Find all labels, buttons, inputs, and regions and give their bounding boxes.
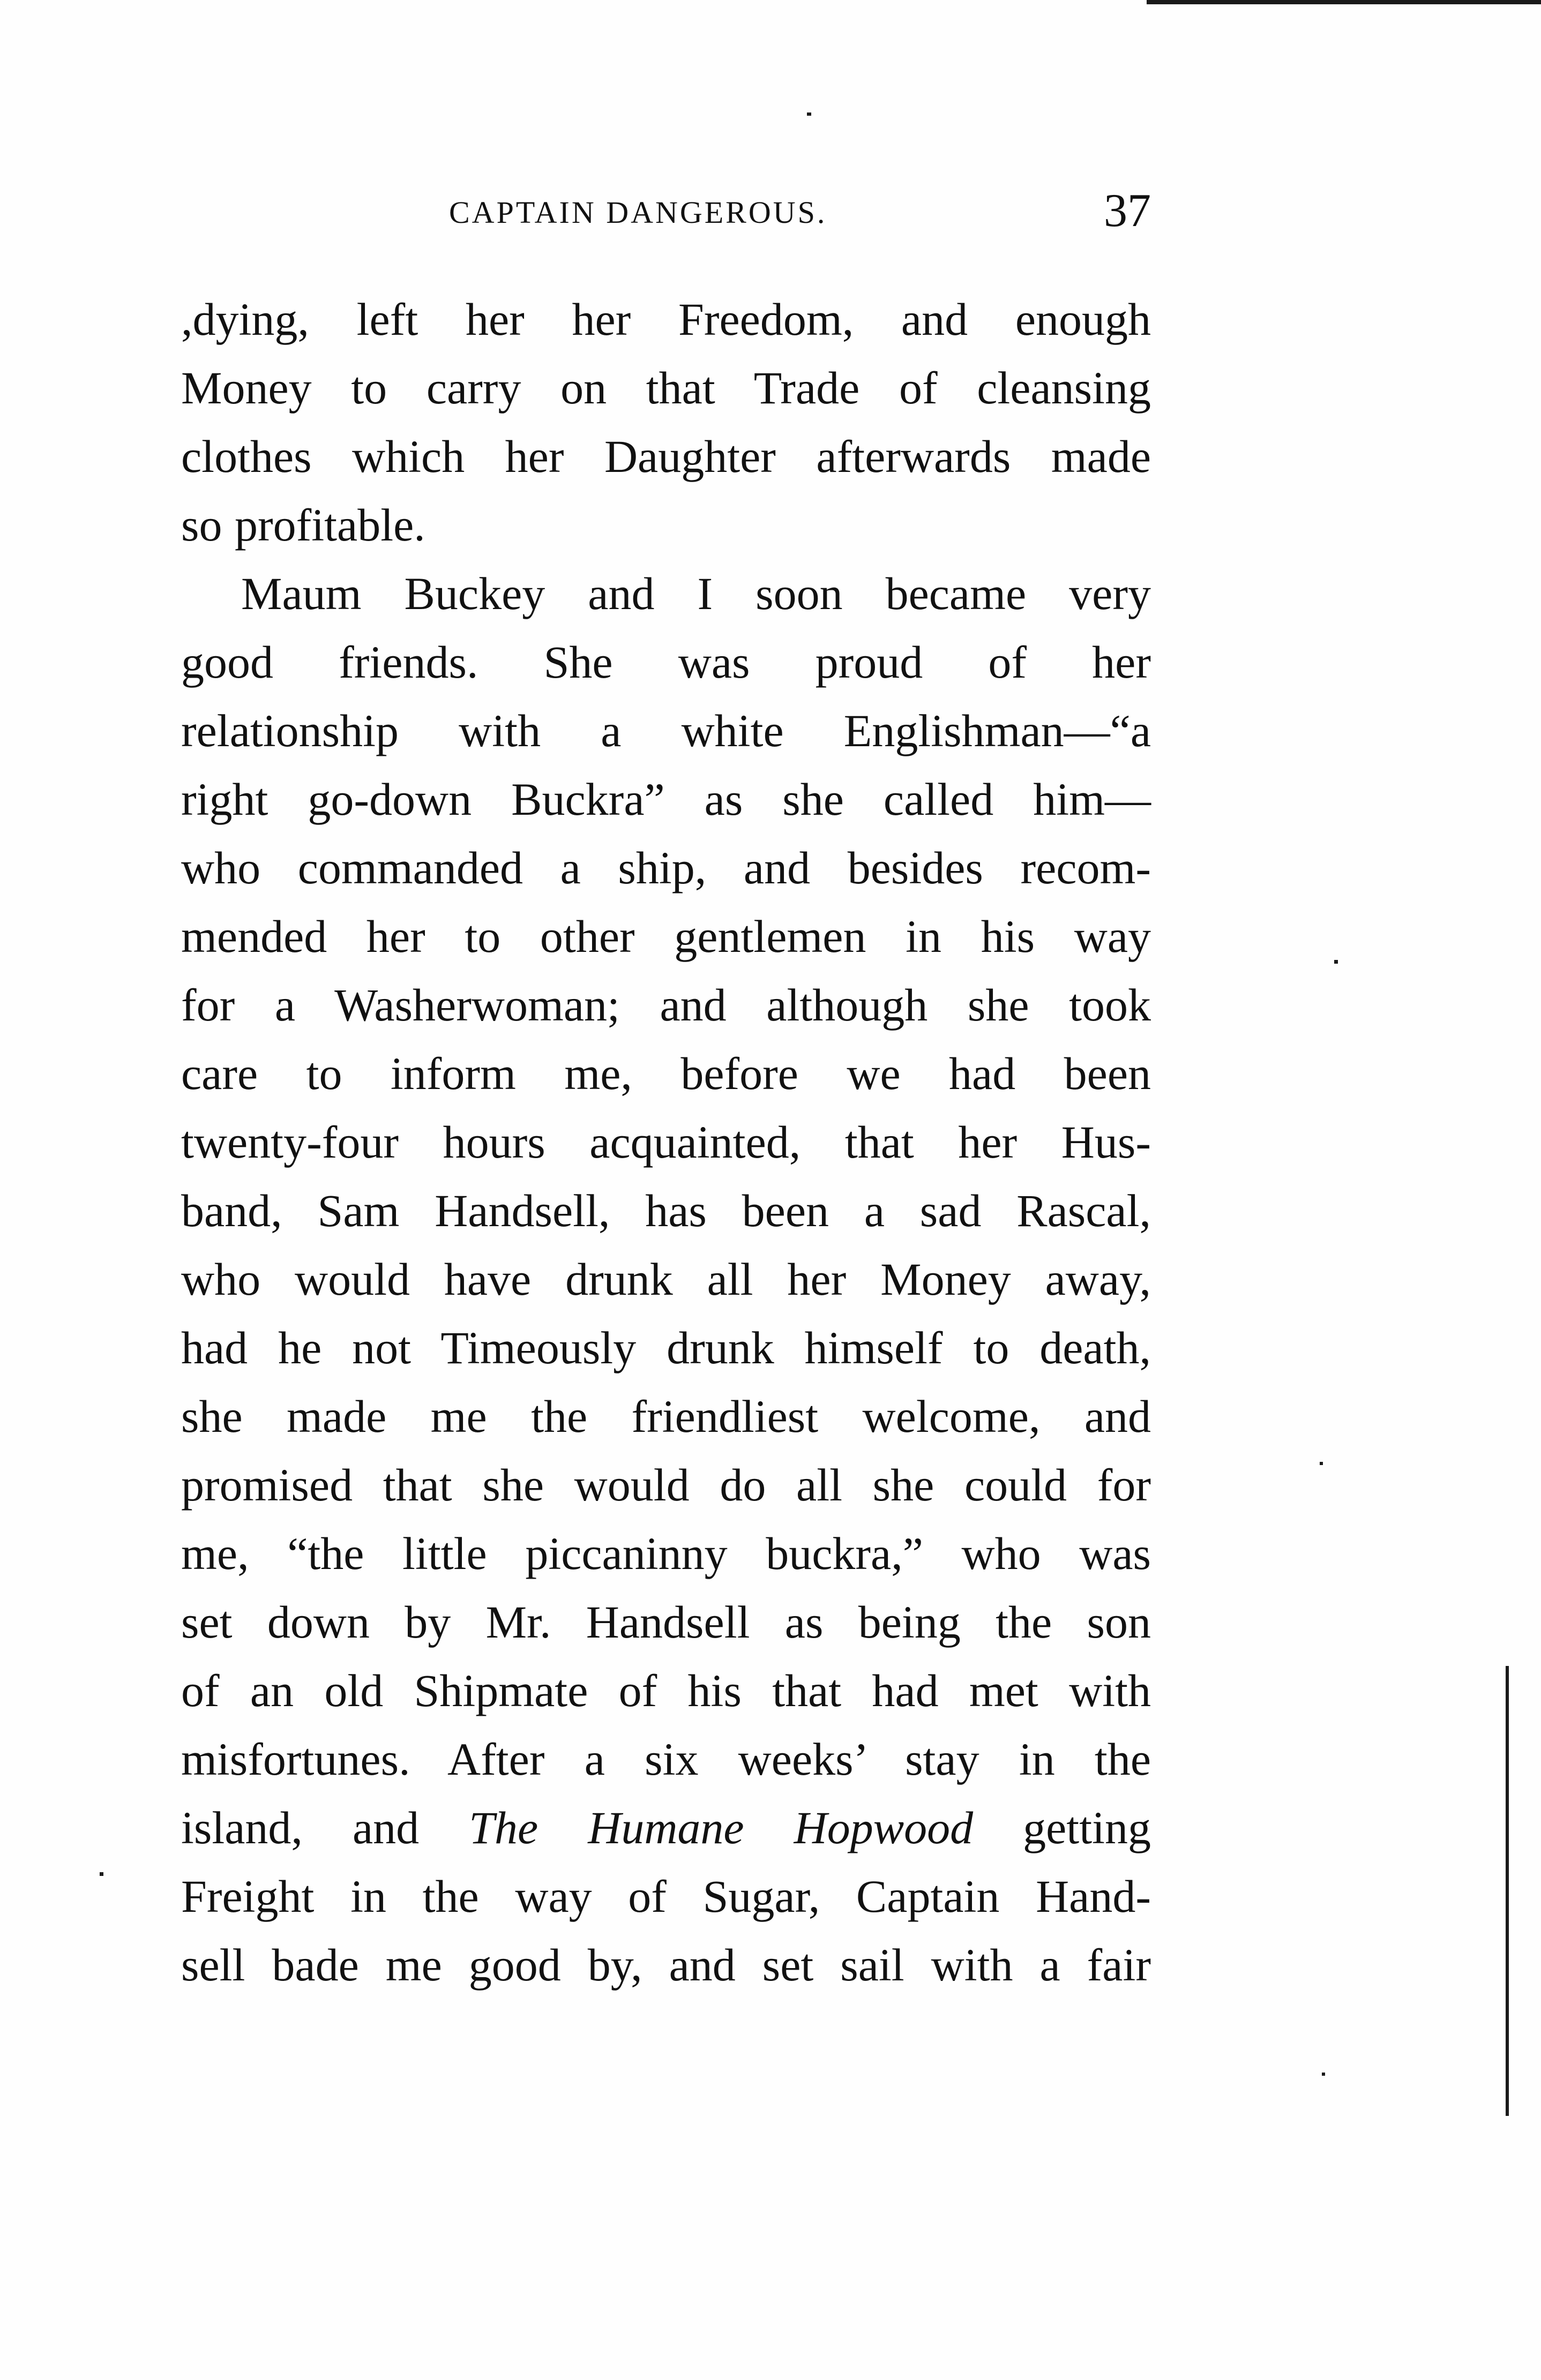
text-line: good friends. She was proud of her [181, 636, 1151, 688]
text-line: she made me the friendliest welcome, and [181, 1391, 1151, 1442]
text-line: ,dying, left her her Freedom, and enough [181, 294, 1151, 345]
page-number: 37 [1104, 185, 1151, 237]
text-line: so profitable. [181, 499, 425, 551]
scan-speck [1322, 2073, 1325, 2076]
text-line: relationship with a white Englishman—“a [181, 705, 1151, 756]
scan-speck [100, 1872, 103, 1876]
text-line: for a Washerwoman; and although she took [181, 979, 1151, 1031]
scan-speck [1320, 1462, 1323, 1465]
text-line: Money to carry on that Trade of cleansing [181, 362, 1151, 414]
page-header [181, 187, 1151, 252]
text-run: island, and [181, 1802, 469, 1853]
text-line: of an old Shipmate of his that had met with [181, 1665, 1151, 1716]
text-line: promised that she would do all she could for [181, 1459, 1151, 1511]
text-line: set down by Mr. Handsell as being the son [181, 1596, 1151, 1648]
text-line: misfortunes. After a six weeks’ stay in the [181, 1733, 1151, 1785]
text-line: Maum Buckey and I soon became very [241, 568, 1151, 619]
text-line: twenty-four hours acquainted, that her Hus- [181, 1116, 1151, 1168]
text-line: me, “the little piccaninny buckra,” who was [181, 1528, 1151, 1579]
text-line [181, 1793, 1151, 1862]
text-line: mended her to other gentlemen in his way [181, 911, 1151, 962]
text-line: who would have drunk all her Money away, [181, 1253, 1151, 1305]
scan-speck [807, 112, 811, 116]
running-head: CAPTAIN DANGEROUS. [449, 195, 827, 230]
text-line: who commanded a ship, and besides recom- [181, 842, 1151, 894]
text-line: had he not Timeously drunk himself to death, [181, 1322, 1151, 1373]
text-line: clothes which her Daughter afterwards made [181, 431, 1151, 482]
text-line: band, Sam Handsell, has been a sad Rascal, [181, 1185, 1151, 1236]
scan-edge-mark [1506, 1666, 1509, 2116]
ship-name-italic: The Humane Hopwood [469, 1802, 974, 1853]
text-line: right go-down Buckra” as she called him— [181, 774, 1151, 825]
scan-speck [1334, 960, 1338, 964]
scan-edge-mark [1147, 0, 1541, 4]
text-line: sell bade me good by, and set sail with a fair [181, 1939, 1151, 1991]
body-text [181, 285, 1151, 2133]
text-line: care to inform me, before we had been [181, 1048, 1151, 1099]
text-run: getting [973, 1802, 1151, 1853]
text-line: Freight in the way of Sugar, Captain Hand- [181, 1871, 1151, 1922]
